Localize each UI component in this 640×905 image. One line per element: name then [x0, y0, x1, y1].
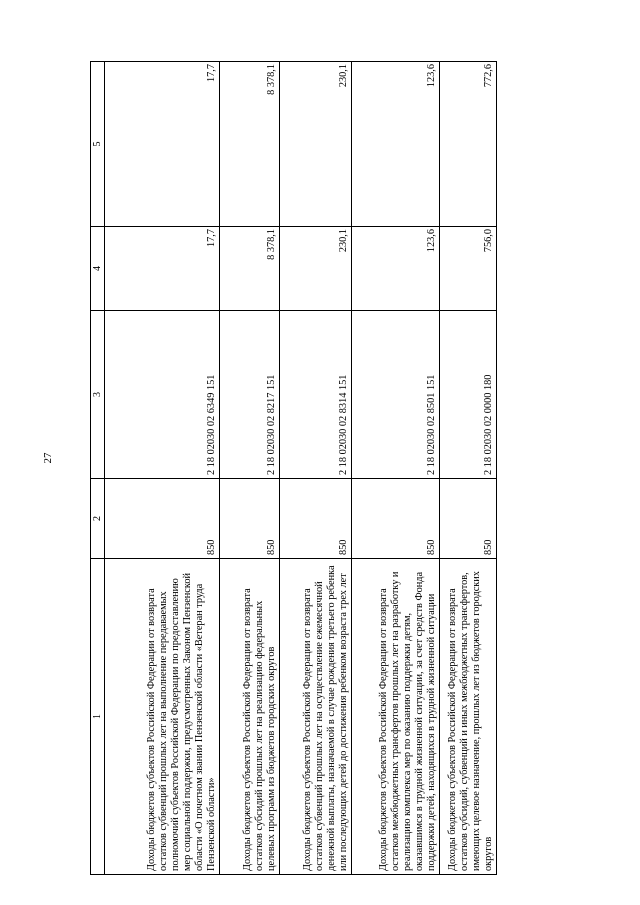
row-col4-value: 123,6	[352, 227, 440, 311]
row-col5-value: 8 378,1	[220, 62, 280, 227]
table-row	[220, 62, 280, 875]
row-admin-code: 850	[105, 479, 220, 559]
page-number: 27	[42, 452, 54, 464]
row-description: Доходы бюджетов субъектов Российской Федерации от возврата остатков субвенций прошлых лет на осуществление ежемесячной денежной выплаты, назначаемой в случае рождения третьего ребенка или последующих детей до достижения ребенком возраста трех лет	[280, 559, 352, 875]
row-admin-code: 850	[440, 479, 497, 559]
header-cell-1: 1	[91, 559, 105, 875]
row-col5-value: 230,1	[280, 62, 352, 227]
header-row	[91, 62, 105, 875]
row-col5-value: 123,6	[352, 62, 440, 227]
row-budget-code: 2 18 02030 02 8217 151	[220, 311, 280, 479]
table-row	[105, 62, 220, 875]
row-description: Доходы бюджетов субъектов Российской Федерации от возврата остатков субсидий прошлых лет на реализацию федеральных целевых программ из бюджетов городских округов	[220, 559, 280, 875]
row-col4-value: 17,7	[105, 227, 220, 311]
row-admin-code: 850	[352, 479, 440, 559]
row-description: Доходы бюджетов субъектов Российской Федерации от возврата остатков субсидий, субвенций и иных межбюджетных трансфертов, имеющих целевое назначение, прошлых лет из бюджетов городских округов	[440, 559, 497, 875]
row-admin-code: 850	[280, 479, 352, 559]
row-col5-value: 772,6	[440, 62, 497, 227]
table-row	[352, 62, 440, 875]
row-admin-code: 850	[220, 479, 280, 559]
row-budget-code: 2 18 02030 02 8314 151	[280, 311, 352, 479]
row-col4-value: 8 378,1	[220, 227, 280, 311]
row-col4-value: 756,0	[440, 227, 497, 311]
row-col5-value: 17,7	[105, 62, 220, 227]
rotated-table-container	[90, 62, 495, 875]
row-budget-code: 2 18 02030 02 0000 180	[440, 311, 497, 479]
header-cell-2: 2	[91, 479, 105, 559]
row-budget-code: 2 18 02030 02 8501 151	[352, 311, 440, 479]
header-cell-4: 4	[91, 227, 105, 311]
header-cell-3: 3	[91, 311, 105, 479]
row-description: Доходы бюджетов субъектов Российской Федерации от возврата остатков субвенций прошлых лет на выполнение передаваемых полномочий субъектов Российской Федерации по предоставлению мер социальной поддержки, предусмотренных Законом Пензенской области «О почетном звании Пензенской области «Ветеран труда Пензенской области»	[105, 559, 220, 875]
table-row	[280, 62, 352, 875]
row-description: Доходы бюджетов субъектов Российской Федерации от возврата остатков межбюджетных трансфертов прошлых лет на разработку и реализацию комплекса мер по оказанию поддержки детям, оказавшимся в трудной жизненной ситуации, за счет средств Фонда поддержки детей, находящихся в трудной жизненной ситуации	[352, 559, 440, 875]
budget-table	[90, 61, 497, 875]
header-cell-5: 5	[91, 62, 105, 227]
table-row	[440, 62, 497, 875]
row-col4-value: 230,1	[280, 227, 352, 311]
row-budget-code: 2 18 02030 02 6349 151	[105, 311, 220, 479]
